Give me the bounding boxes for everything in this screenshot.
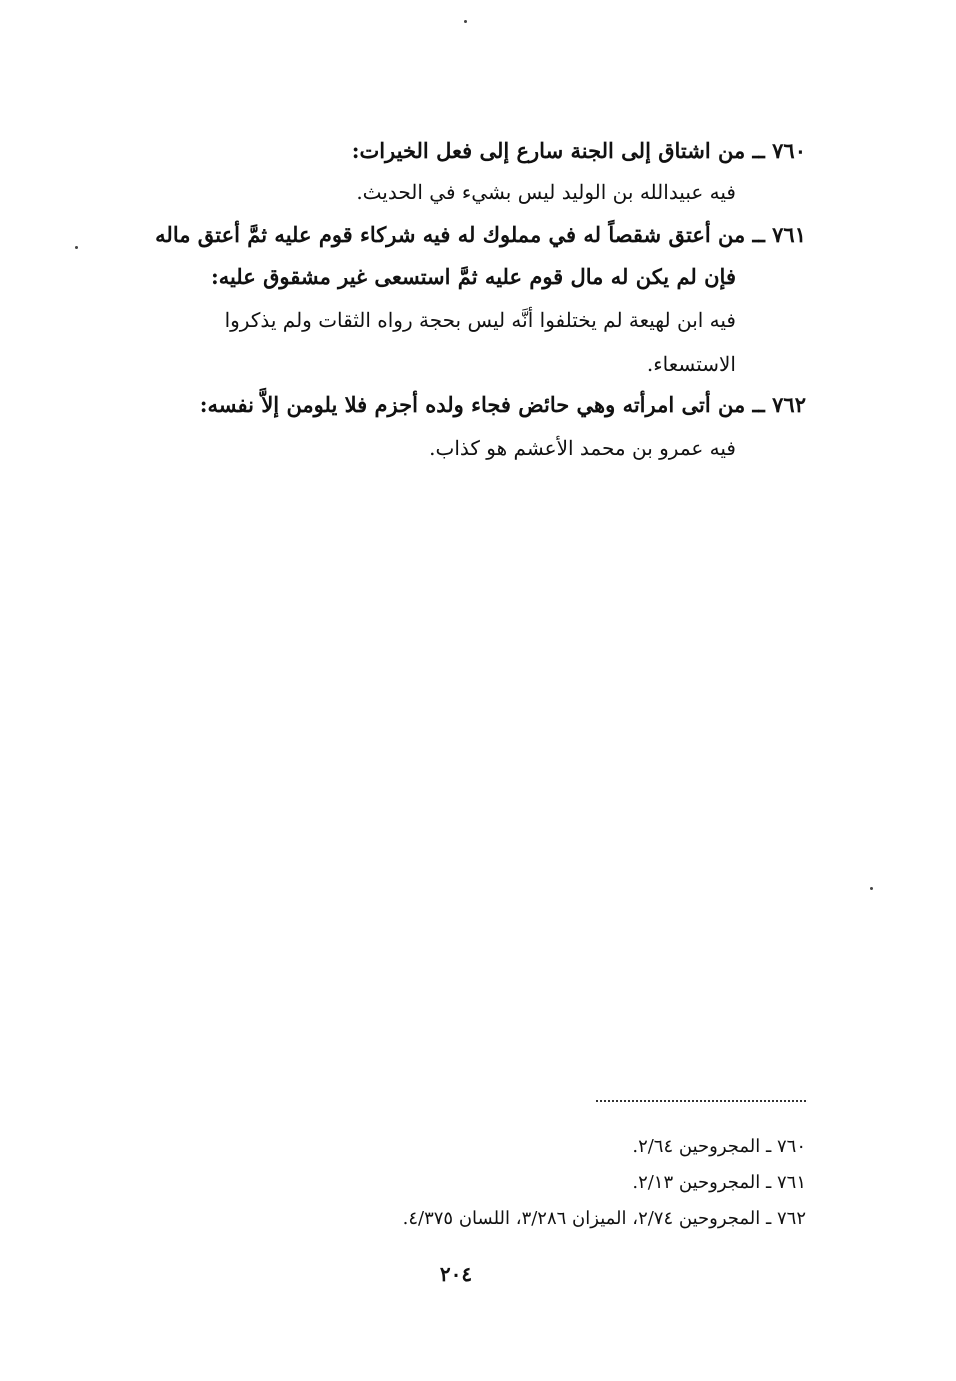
footnote-761: ٧٦١ ـ المجروحين ٢/١٣. [632, 1172, 806, 1193]
footnote-760: ٧٦٠ ـ المجروحين ٢/٦٤. [632, 1136, 806, 1157]
scan-speck [870, 887, 873, 890]
entry-760-comment: فيه عبيدالله بن الوليد ليس بشيء في الحديث. [356, 180, 736, 204]
entry-762-comment: فيه عمرو بن محمد الأعشم هو كذاب. [429, 436, 736, 460]
scan-speck [464, 20, 467, 23]
entry-761-comment-line-1: فيه ابن لهيعة لم يختلفوا أنَّه ليس بحجة رواه الثقات ولم يذكروا [224, 308, 736, 332]
entry-761-comment-line-2: الاستسعاء. [646, 352, 736, 376]
entry-762-heading: ٧٦٢ ــ من أتى امرأته وهي حائض فجاء ولده أجزم فلا يلومن إلاَّ نفسه: [199, 392, 806, 417]
footnote-separator [596, 1100, 806, 1104]
footnote-762: ٧٦٢ ـ المجروحين ٢/٧٤، الميزان ٣/٢٨٦، اللسان ٤/٣٧٥. [402, 1208, 806, 1229]
entry-761-heading-line-1: ٧٦١ ــ من أعتق شقصاً له في مملوك له فيه شركاء قوم عليه ثمَّ أعتق ماله [155, 222, 806, 247]
page-number: ٢٠٤ [439, 1262, 473, 1286]
entry-761-heading-line-2: فإن لم يكن له مال قوم عليه ثمَّ استسعى غير مشقوق عليه: [210, 264, 736, 289]
entry-760-heading: ٧٦٠ ــ من اشتاق إلى الجنة سارع إلى فعل الخيرات: [351, 138, 806, 163]
scan-speck [75, 246, 78, 249]
